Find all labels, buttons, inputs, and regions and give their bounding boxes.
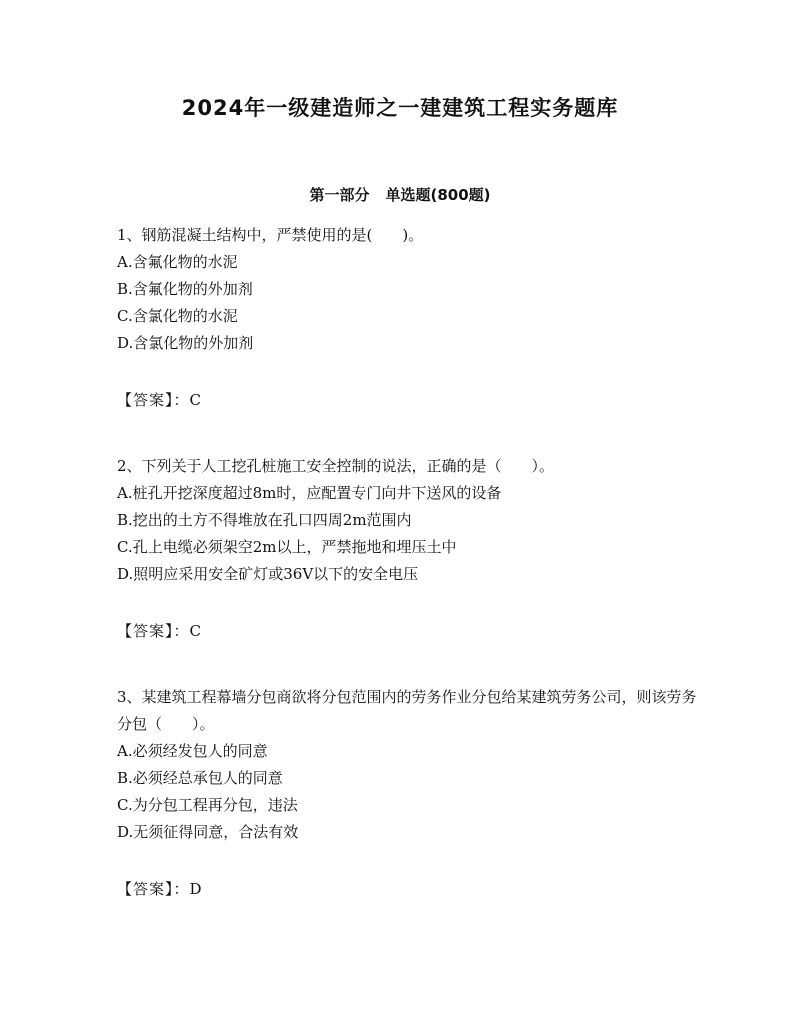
answer-value: C [189, 622, 201, 640]
answer-2 [117, 621, 201, 641]
answer-label: 【答案】： [117, 880, 190, 898]
question-2 [117, 453, 697, 588]
question-stem: 1、钢筋混凝土结构中，严禁使用的是( )。 [117, 226, 424, 244]
option-a: A.桩孔开挖深度超过8m时，应配置专门向井下送风的设备 [117, 484, 502, 502]
option-b: B.必须经总承包人的同意 [117, 769, 283, 787]
option-c: C.孔上电缆必须架空2m以上，严禁拖地和埋压土中 [117, 538, 457, 556]
answer-3 [117, 879, 202, 899]
option-b: B.挖出的土方不得堆放在孔口四周2m范围内 [117, 511, 412, 529]
option-d: D.含氯化物的外加剂 [117, 334, 254, 352]
answer-label: 【答案】： [117, 622, 190, 640]
section-heading [0, 184, 800, 205]
section-name: 单选题(800题) [385, 186, 491, 204]
question-stem: 2、下列关于人工挖孔桩施工安全控制的说法，正确的是（ ）。 [117, 457, 555, 475]
answer-1 [117, 390, 201, 410]
question-3 [117, 684, 697, 846]
document-title: 2024年一级建造师之一建建筑工程实务题库 [181, 96, 619, 120]
option-b: B.含氟化物的外加剂 [117, 280, 253, 298]
question-stem: 3、某建筑工程幕墙分包商欲将分包范围内的劳务作业分包给某建筑劳务公司，则该劳务分包（ ）。 [117, 688, 697, 733]
option-a: A.必须经发包人的同意 [117, 742, 268, 760]
option-a: A.含氟化物的水泥 [117, 253, 238, 271]
question-1 [117, 222, 697, 357]
option-c: C.为分包工程再分包，违法 [117, 796, 298, 814]
answer-value: C [189, 391, 201, 409]
answer-value: D [189, 880, 202, 898]
option-d: D.无须征得同意，合法有效 [117, 823, 299, 841]
section-part: 第一部分 [309, 186, 370, 204]
option-d: D.照明应采用安全矿灯或36V以下的安全电压 [117, 565, 419, 583]
option-c: C.含氯化物的水泥 [117, 307, 238, 325]
answer-label: 【答案】： [117, 391, 190, 409]
